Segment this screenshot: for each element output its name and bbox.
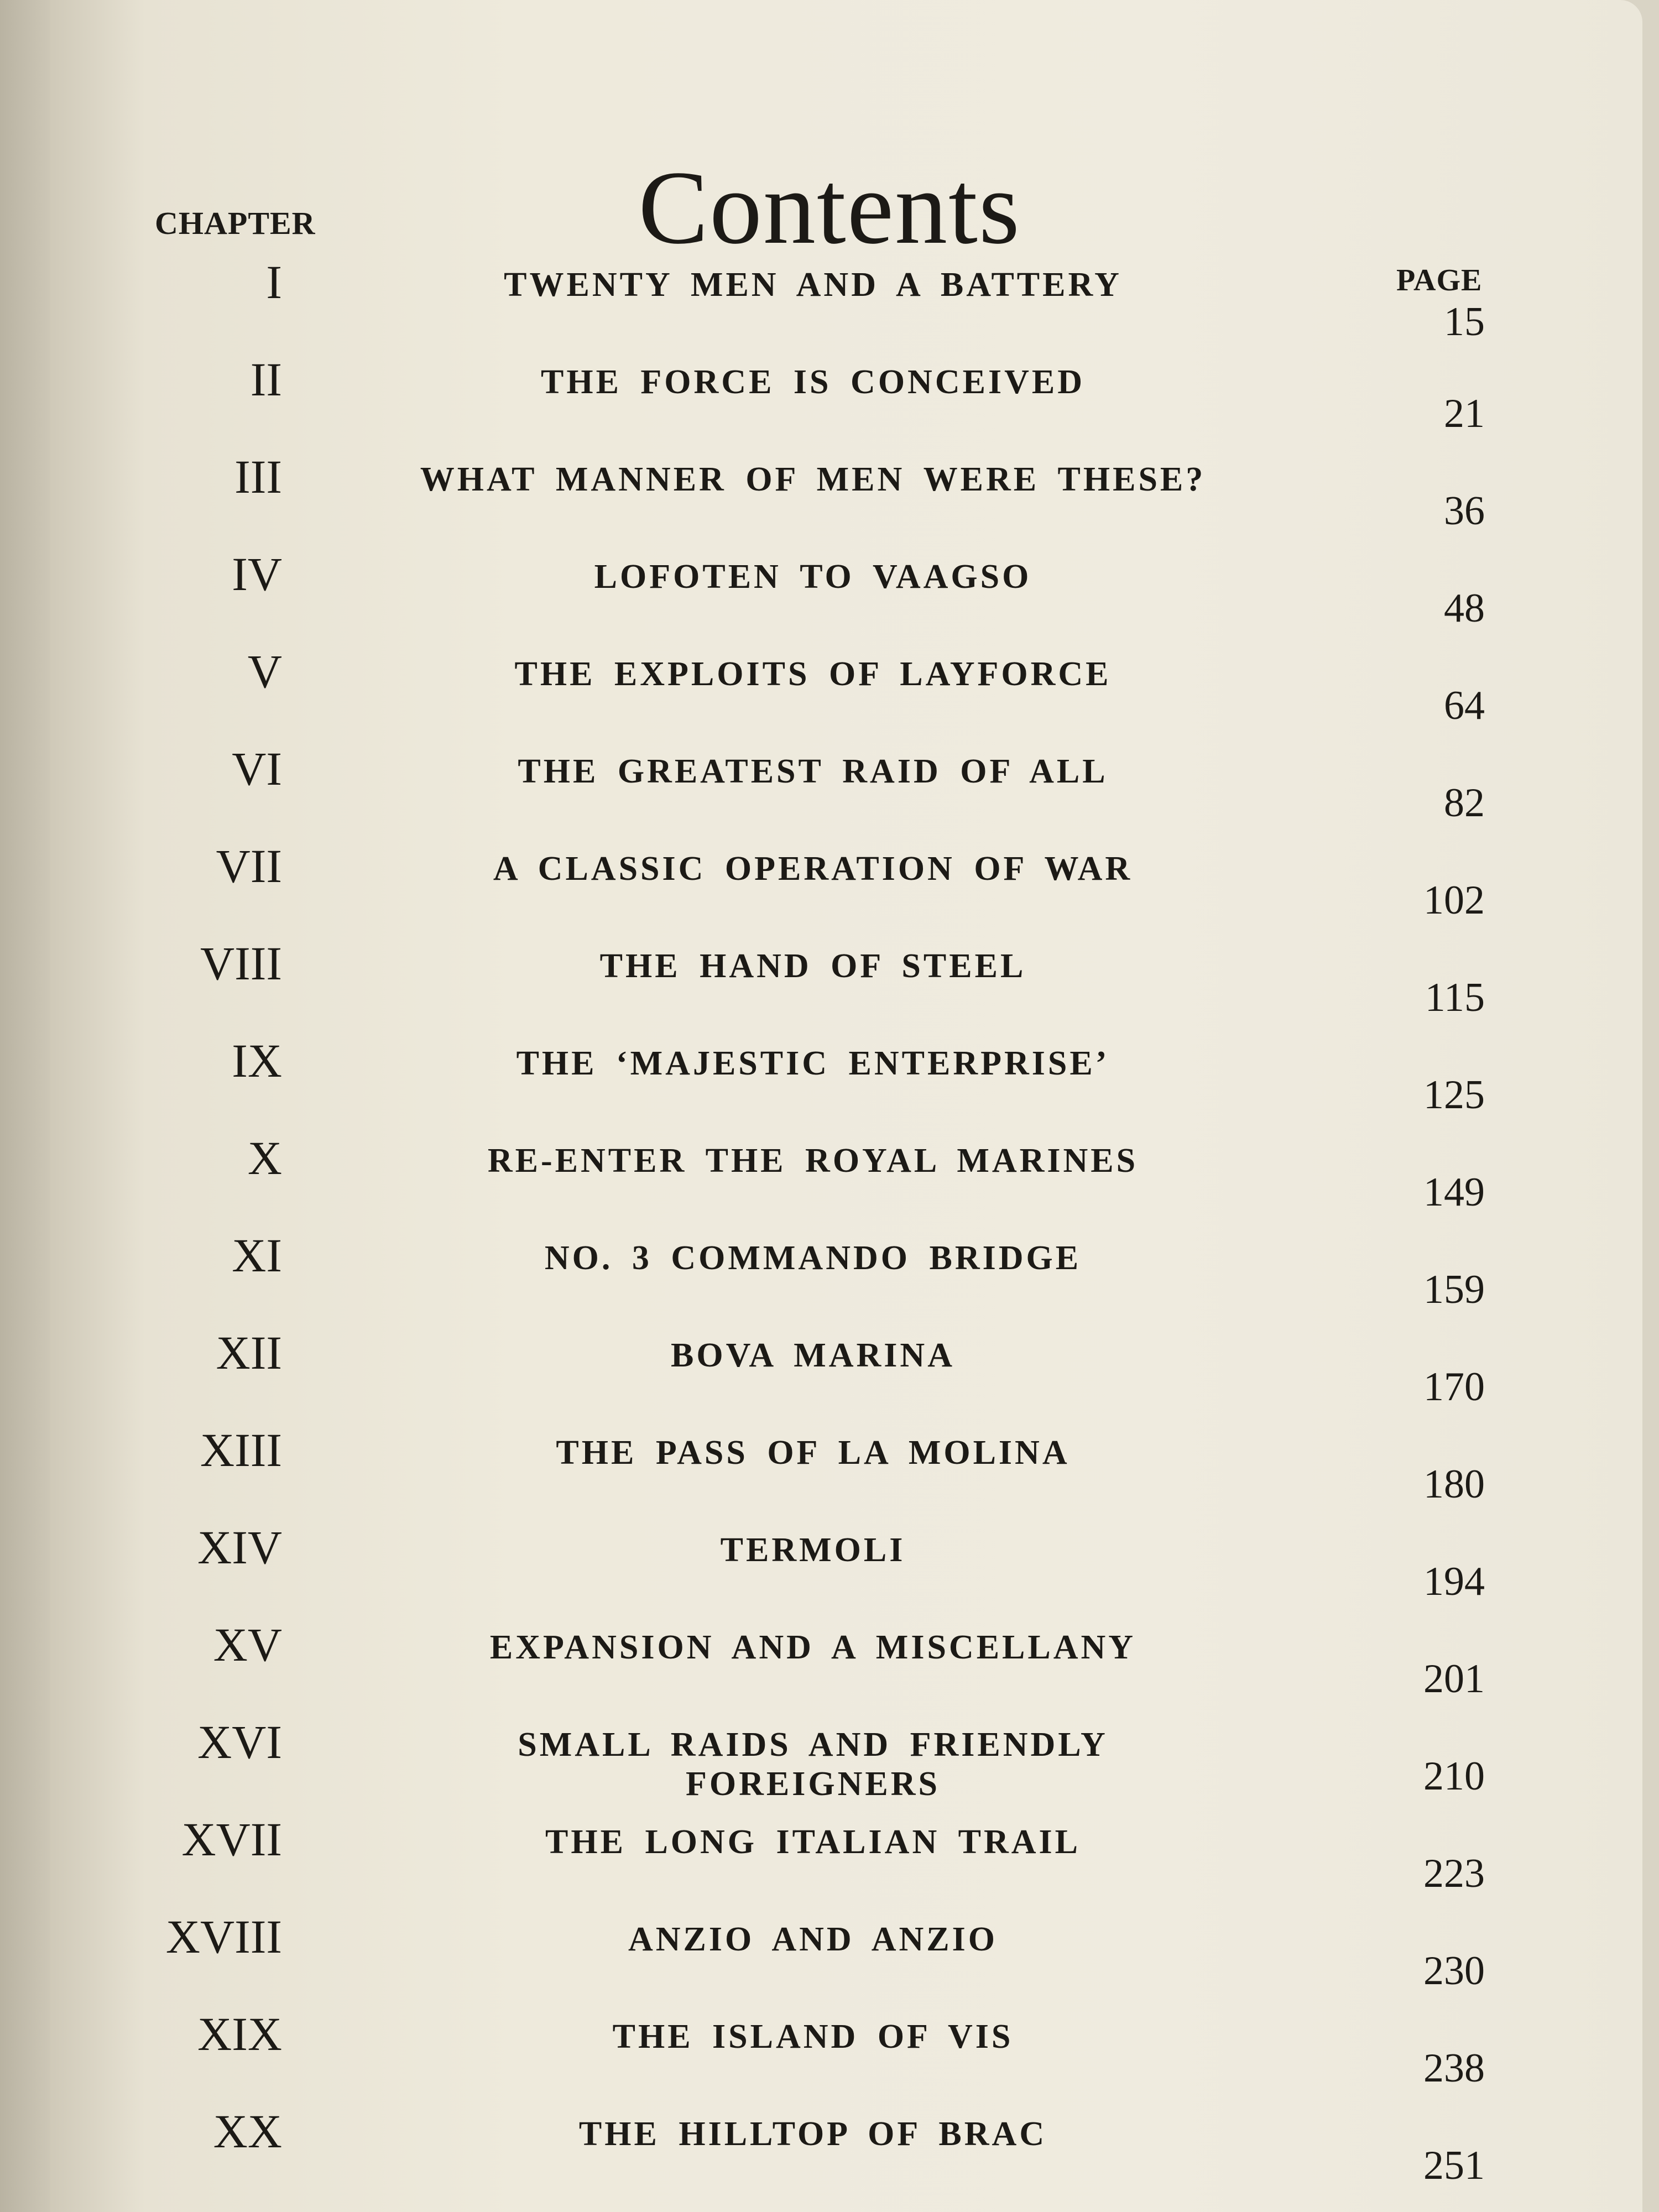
toc-entry	[0, 1898, 1659, 1995]
chapter-numeral: VI	[232, 742, 282, 795]
chapter-title: RE-ENTER THE ROYAL MARINES	[487, 1142, 1139, 1180]
page-number: 102	[1423, 878, 1485, 923]
page-number: 201	[1423, 1656, 1485, 1702]
chapter-title: TERMOLI	[720, 1531, 906, 1569]
chapter-numeral: VIII	[200, 937, 282, 990]
chapter-title: THE EXPLOITS OF LAYFORCE	[514, 655, 1112, 693]
page-number: 194	[1423, 1559, 1485, 1604]
chapter-title: THE ‘MAJESTIC ENTERPRISE’	[516, 1045, 1110, 1082]
page-number: 64	[1444, 683, 1485, 728]
toc-entry	[0, 2093, 1659, 2190]
toc-entry	[0, 341, 1659, 438]
chapter-title: THE ISLAND OF VIS	[612, 2018, 1014, 2056]
page-number: 149	[1423, 1170, 1485, 1215]
toc-entry	[0, 243, 1659, 345]
chapter-title: THE HILLTOP OF BRAC	[578, 2115, 1047, 2153]
chapter-title: THE FORCE IS CONCEIVED	[541, 363, 1085, 401]
chapter-numeral: XI	[232, 1229, 282, 1282]
page-number: 223	[1423, 1851, 1485, 1896]
chapter-numeral: X	[247, 1131, 282, 1185]
toc-entry	[0, 1995, 1659, 2093]
page-number: 180	[1423, 1462, 1485, 1507]
chapter-numeral: IX	[232, 1034, 282, 1087]
chapter-title: THE LONG ITALIAN TRAIL	[545, 1823, 1081, 1861]
chapter-title: LOFOTEN TO VAAGSO	[594, 558, 1032, 596]
chapter-title: THE HAND OF STEEL	[599, 947, 1026, 985]
toc-entry	[0, 1606, 1659, 1703]
toc-entry	[0, 1801, 1659, 1898]
chapter-title: THE GREATEST RAID OF ALL	[518, 753, 1108, 790]
chapter-numeral: II	[250, 353, 282, 406]
chapter-numeral: VII	[216, 839, 282, 893]
toc-entry	[0, 535, 1659, 633]
chapter-numeral: XIII	[200, 1423, 282, 1477]
page-number: 159	[1423, 1267, 1485, 1312]
chapter-title: WHAT MANNER OF MEN WERE THESE?	[420, 461, 1206, 498]
toc-entry	[0, 633, 1659, 730]
page-number: 125	[1423, 1072, 1485, 1118]
table-of-contents	[0, 243, 1659, 2190]
toc-entry	[0, 730, 1659, 827]
chapter-title: NO. 3 COMMANDO BRIDGE	[544, 1239, 1082, 1277]
chapter-numeral: XIV	[197, 1521, 282, 1574]
toc-entry	[0, 827, 1659, 925]
chapter-numeral: XX	[213, 2105, 282, 2158]
page-number: 238	[1423, 2046, 1485, 2091]
page-number: 115	[1425, 975, 1485, 1020]
chapter-numeral: V	[247, 645, 282, 698]
chapter-numeral: XIX	[197, 2007, 282, 2060]
chapter-title: EXPANSION AND A MISCELLANY	[489, 1629, 1136, 1666]
chapter-title: SMALL RAIDS AND FRIENDLY FOREIGNERS	[518, 1726, 1108, 1803]
toc-entry	[0, 1119, 1659, 1217]
chapter-numeral: III	[234, 450, 282, 503]
page-number: 251	[1423, 2143, 1485, 2188]
toc-entry	[0, 1703, 1659, 1801]
toc-entry	[0, 925, 1659, 1022]
chapter-numeral: XVI	[197, 1715, 282, 1768]
page-number: 15	[1444, 299, 1485, 345]
chapter-numeral: XVII	[181, 1813, 282, 1866]
toc-entry	[0, 1411, 1659, 1509]
toc-entry	[0, 1022, 1659, 1119]
chapter-numeral: IV	[232, 547, 282, 601]
page-title: Contents	[638, 150, 1021, 267]
chapter-title: BOVA MARINA	[671, 1337, 955, 1374]
page-number: 36	[1444, 488, 1485, 534]
toc-entry	[0, 1509, 1659, 1606]
page-number: 21	[1444, 391, 1485, 436]
chapter-title: TWENTY MEN AND A BATTERY	[504, 266, 1122, 304]
chapter-column-header: CHAPTER	[155, 205, 316, 241]
page-number: 210	[1423, 1754, 1485, 1799]
page-number: 82	[1444, 780, 1485, 826]
chapter-numeral: I	[266, 255, 282, 309]
page-number: 170	[1423, 1364, 1485, 1410]
chapter-title: ANZIO AND ANZIO	[628, 1921, 998, 1958]
toc-entry	[0, 1314, 1659, 1411]
chapter-title: THE PASS OF LA MOLINA	[556, 1434, 1070, 1472]
page-number: 48	[1444, 586, 1485, 631]
toc-entry	[0, 438, 1659, 535]
chapter-numeral: XII	[216, 1326, 282, 1379]
page-number: 230	[1423, 1948, 1485, 1994]
page-column-header: PAGE	[1396, 263, 1483, 298]
chapter-title: A CLASSIC OPERATION OF WAR	[493, 850, 1133, 888]
toc-entry	[0, 1217, 1659, 1314]
chapter-numeral: XV	[213, 1618, 282, 1671]
chapter-numeral: XVIII	[165, 1910, 282, 1963]
